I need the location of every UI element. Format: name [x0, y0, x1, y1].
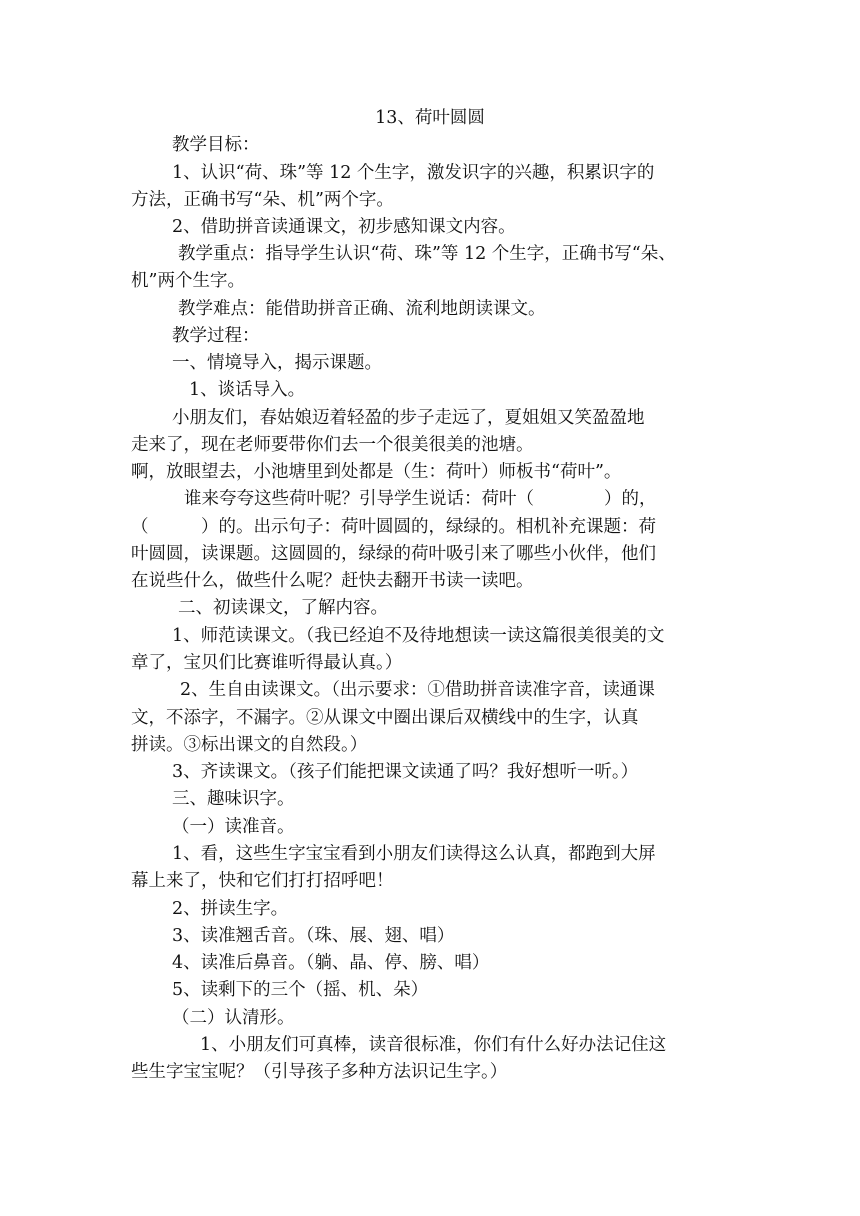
paragraph-line: 教学难点：能借助拼音正确、流利地朗读课文。 — [178, 299, 546, 319]
paragraph-line: 文，不添字，不漏字。②从课文中圈出课后双横线中的生字，认真 — [131, 708, 639, 728]
paragraph-line: 章了，宝贝们比赛谁听得最认真。） — [131, 653, 403, 673]
paragraph-line: （二）认清形。 — [172, 1008, 295, 1028]
paragraph-line: 叶圆圆，读课题。这圆圆的，绿绿的荷叶吸引来了哪些小伙伴，他们 — [131, 544, 656, 564]
paragraph-line: 谁来夸夸这些荷叶呢？引导学生说话：荷叶（ ）的， — [184, 489, 657, 509]
paragraph-line: 4、读准后鼻音。（躺、晶、停、膀、唱） — [172, 953, 490, 973]
paragraph-line: 小朋友们，春姑娘迈着轻盈的步子走远了，夏姐姐又笑盈盈地 — [172, 408, 645, 428]
paragraph-line: 2、生自由读课文。（出示要求：①借助拼音读准字音，读通课 — [180, 680, 655, 700]
paragraph-line: 1、看，这些生字宝宝看到小朋友们读得这么认真，都跑到大屏 — [172, 844, 656, 864]
paragraph-line: 2、拼读生字。 — [172, 899, 289, 919]
document-title: 13、荷叶圆圆 — [375, 108, 485, 128]
paragraph-line: 2、借助拼音读通课文，初步感知课文内容。 — [172, 217, 516, 237]
paragraph-line: 幕上来了，快和它们打打招呼吧！ — [131, 871, 394, 891]
paragraph-line: 三、趣味识字。 — [172, 789, 295, 809]
paragraph-line: 拼读。③标出课文的自然段。） — [131, 735, 368, 755]
paragraph-line: 5、读剩下的三个（摇、机、朵） — [172, 980, 429, 1000]
paragraph-line: 1、谈话导入。 — [189, 380, 306, 400]
paragraph-line: 1、小朋友们可真棒，读音很标准，你们有什么好办法记住这 — [200, 1035, 667, 1055]
paragraph-line: 教学重点：指导学生认识“荷、珠”等 12 个生字，正确书写“朵、 — [178, 244, 676, 264]
paragraph-line: 啊，放眼望去，小池塘里到处都是（生：荷叶）师板书“荷叶”。 — [131, 462, 622, 482]
paragraph-line: （一）读准音。 — [172, 817, 295, 837]
paragraph-line: 方法，正确书写“朵、机”两个字。 — [131, 190, 394, 210]
paragraph-line: （ ）的。出示句子：荷叶圆圆的，绿绿的。相机补充课题：荷 — [131, 517, 656, 537]
paragraph-line: 走来了，现在老师要带你们去一个很美很美的池塘。 — [131, 435, 534, 455]
paragraph-line: 二、初读课文，了解内容。 — [178, 598, 388, 618]
paragraph-line: 教学过程： — [172, 326, 260, 346]
paragraph-line: 一、情境导入，揭示课题。 — [172, 353, 382, 373]
paragraph-line: 教学目标： — [172, 135, 260, 155]
paragraph-line: 3、齐读课文。（孩子们能把课文读通了吗？我好想听一听。） — [172, 762, 639, 782]
paragraph-line: 些生字宝宝呢？（引导孩子多种方法识记生字。） — [131, 1062, 508, 1082]
paragraph-line: 机”两个生字。 — [131, 271, 245, 291]
paragraph-line: 3、读准翘舌音。（珠、展、翅、唱） — [172, 926, 455, 946]
paragraph-line: 1、认识“荷、珠”等 12 个生字，激发识字的兴趣，积累识字的 — [172, 163, 655, 183]
paragraph-line: 在说些什么，做些什么呢？赶快去翻开书读一读吧。 — [131, 571, 534, 591]
paragraph-line: 1、师范读课文。（我已经迫不及待地想读一读这篇很美很美的文 — [172, 626, 665, 646]
